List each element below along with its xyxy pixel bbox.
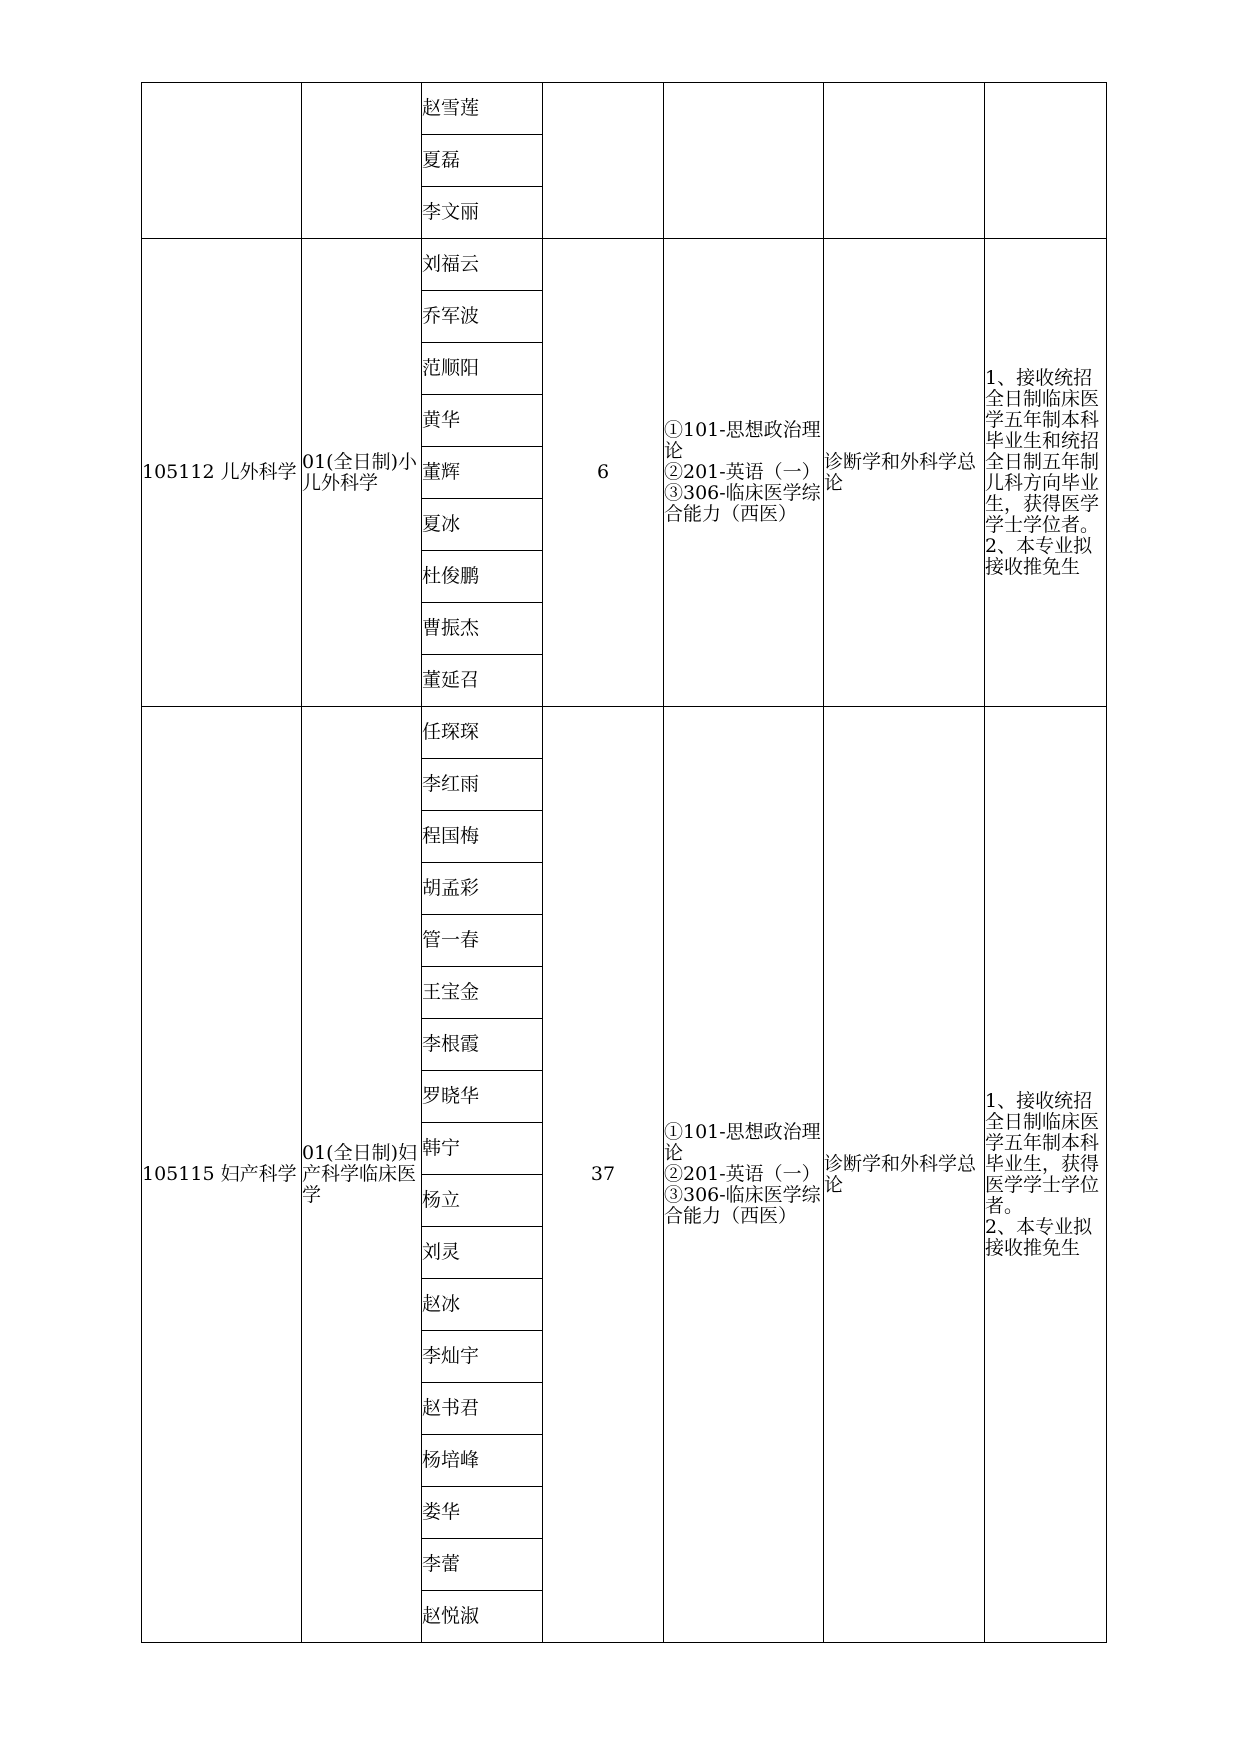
direction-cell: 01(全日制)妇产科学临床医学: [302, 707, 422, 1643]
supervisor-cell: 刘灵: [422, 1227, 543, 1279]
supervisor-cell: 胡孟彩: [422, 863, 543, 915]
retest-subject-cell: 诊断学和外科学总论: [824, 239, 985, 707]
exam-subject: ①101-思想政治理论: [664, 1121, 821, 1164]
major-cell: 105115 妇产科学: [142, 707, 302, 1643]
supervisor-cell: 董延召: [422, 655, 543, 707]
exam-subject: ②201-英语（一）: [664, 1163, 821, 1185]
supervisor-cell: 赵冰: [422, 1279, 543, 1331]
supervisor-cell: 任琛琛: [422, 707, 543, 759]
supervisor-cell: 李红雨: [422, 759, 543, 811]
supervisor-cell: 赵雪莲: [422, 83, 543, 135]
supervisor-cell: 李灿宇: [422, 1331, 543, 1383]
supervisor-cell: 程国梅: [422, 811, 543, 863]
table-row: [142, 707, 1107, 759]
notes-cell: [985, 239, 1107, 707]
supervisor-cell: 李蕾: [422, 1539, 543, 1591]
supervisor-cell: 管一春: [422, 915, 543, 967]
supervisor-cell: 范顺阳: [422, 343, 543, 395]
retest-cell-empty: [824, 83, 985, 239]
major-cell-empty: [142, 83, 302, 239]
supervisor-cell: 李根霞: [422, 1019, 543, 1071]
supervisor-cell: 杜俊鹏: [422, 551, 543, 603]
quota-cell: 37: [543, 707, 664, 1643]
supervisor-cell: 刘福云: [422, 239, 543, 291]
exam-subject: ③306-临床医学综合能力（西医）: [664, 482, 821, 525]
supervisor-cell: 罗晓华: [422, 1071, 543, 1123]
table-row: [142, 83, 1107, 135]
exam-subjects-cell: [664, 707, 824, 1643]
supervisor-cell: 黄华: [422, 395, 543, 447]
major-cell: 105112 儿外科学: [142, 239, 302, 707]
retest-subject-cell: 诊断学和外科学总论: [824, 707, 985, 1643]
exam-subject: ③306-临床医学综合能力（西医）: [664, 1184, 821, 1227]
note-line: 2、本专业拟接收推免生: [985, 534, 1093, 578]
note-line: 1、接收统招全日制临床医学五年制本科毕业生和统招全日制五年制儿科方向毕业生，获得医学学士学位者。: [985, 366, 1100, 536]
supervisor-cell: 王宝金: [422, 967, 543, 1019]
supervisor-cell: 杨立: [422, 1175, 543, 1227]
exam-cell-empty: [664, 83, 824, 239]
supervisor-cell: 夏磊: [422, 135, 543, 187]
quota-cell: 6: [543, 239, 664, 707]
notes-cell-empty: [985, 83, 1107, 239]
table-row: [142, 239, 1107, 291]
supervisor-cell: 赵悦淑: [422, 1591, 543, 1643]
supervisor-cell: 夏冰: [422, 499, 543, 551]
supervisor-cell: 曹振杰: [422, 603, 543, 655]
supervisor-cell: 李文丽: [422, 187, 543, 239]
exam-subject: ②201-英语（一）: [664, 461, 821, 483]
exam-subject: ①101-思想政治理论: [664, 419, 821, 462]
note-line: 2、本专业拟接收推免生: [985, 1215, 1093, 1259]
table-body: [142, 83, 1107, 1643]
supervisor-cell: 董辉: [422, 447, 543, 499]
supervisor-cell: 赵书君: [422, 1383, 543, 1435]
direction-cell: 01(全日制)小儿外科学: [302, 239, 422, 707]
exam-subjects-cell: [664, 239, 824, 707]
enrollment-table: [141, 82, 1107, 1643]
notes-cell: [985, 707, 1107, 1643]
direction-cell-empty: [302, 83, 422, 239]
quota-cell-empty: [543, 83, 664, 239]
supervisor-cell: 杨培峰: [422, 1435, 543, 1487]
supervisor-cell: 娄华: [422, 1487, 543, 1539]
note-line: 1、接收统招全日制临床医学五年制本科毕业生，获得医学学士学位者。: [985, 1089, 1100, 1217]
supervisor-cell: 韩宁: [422, 1123, 543, 1175]
supervisor-cell: 乔军波: [422, 291, 543, 343]
